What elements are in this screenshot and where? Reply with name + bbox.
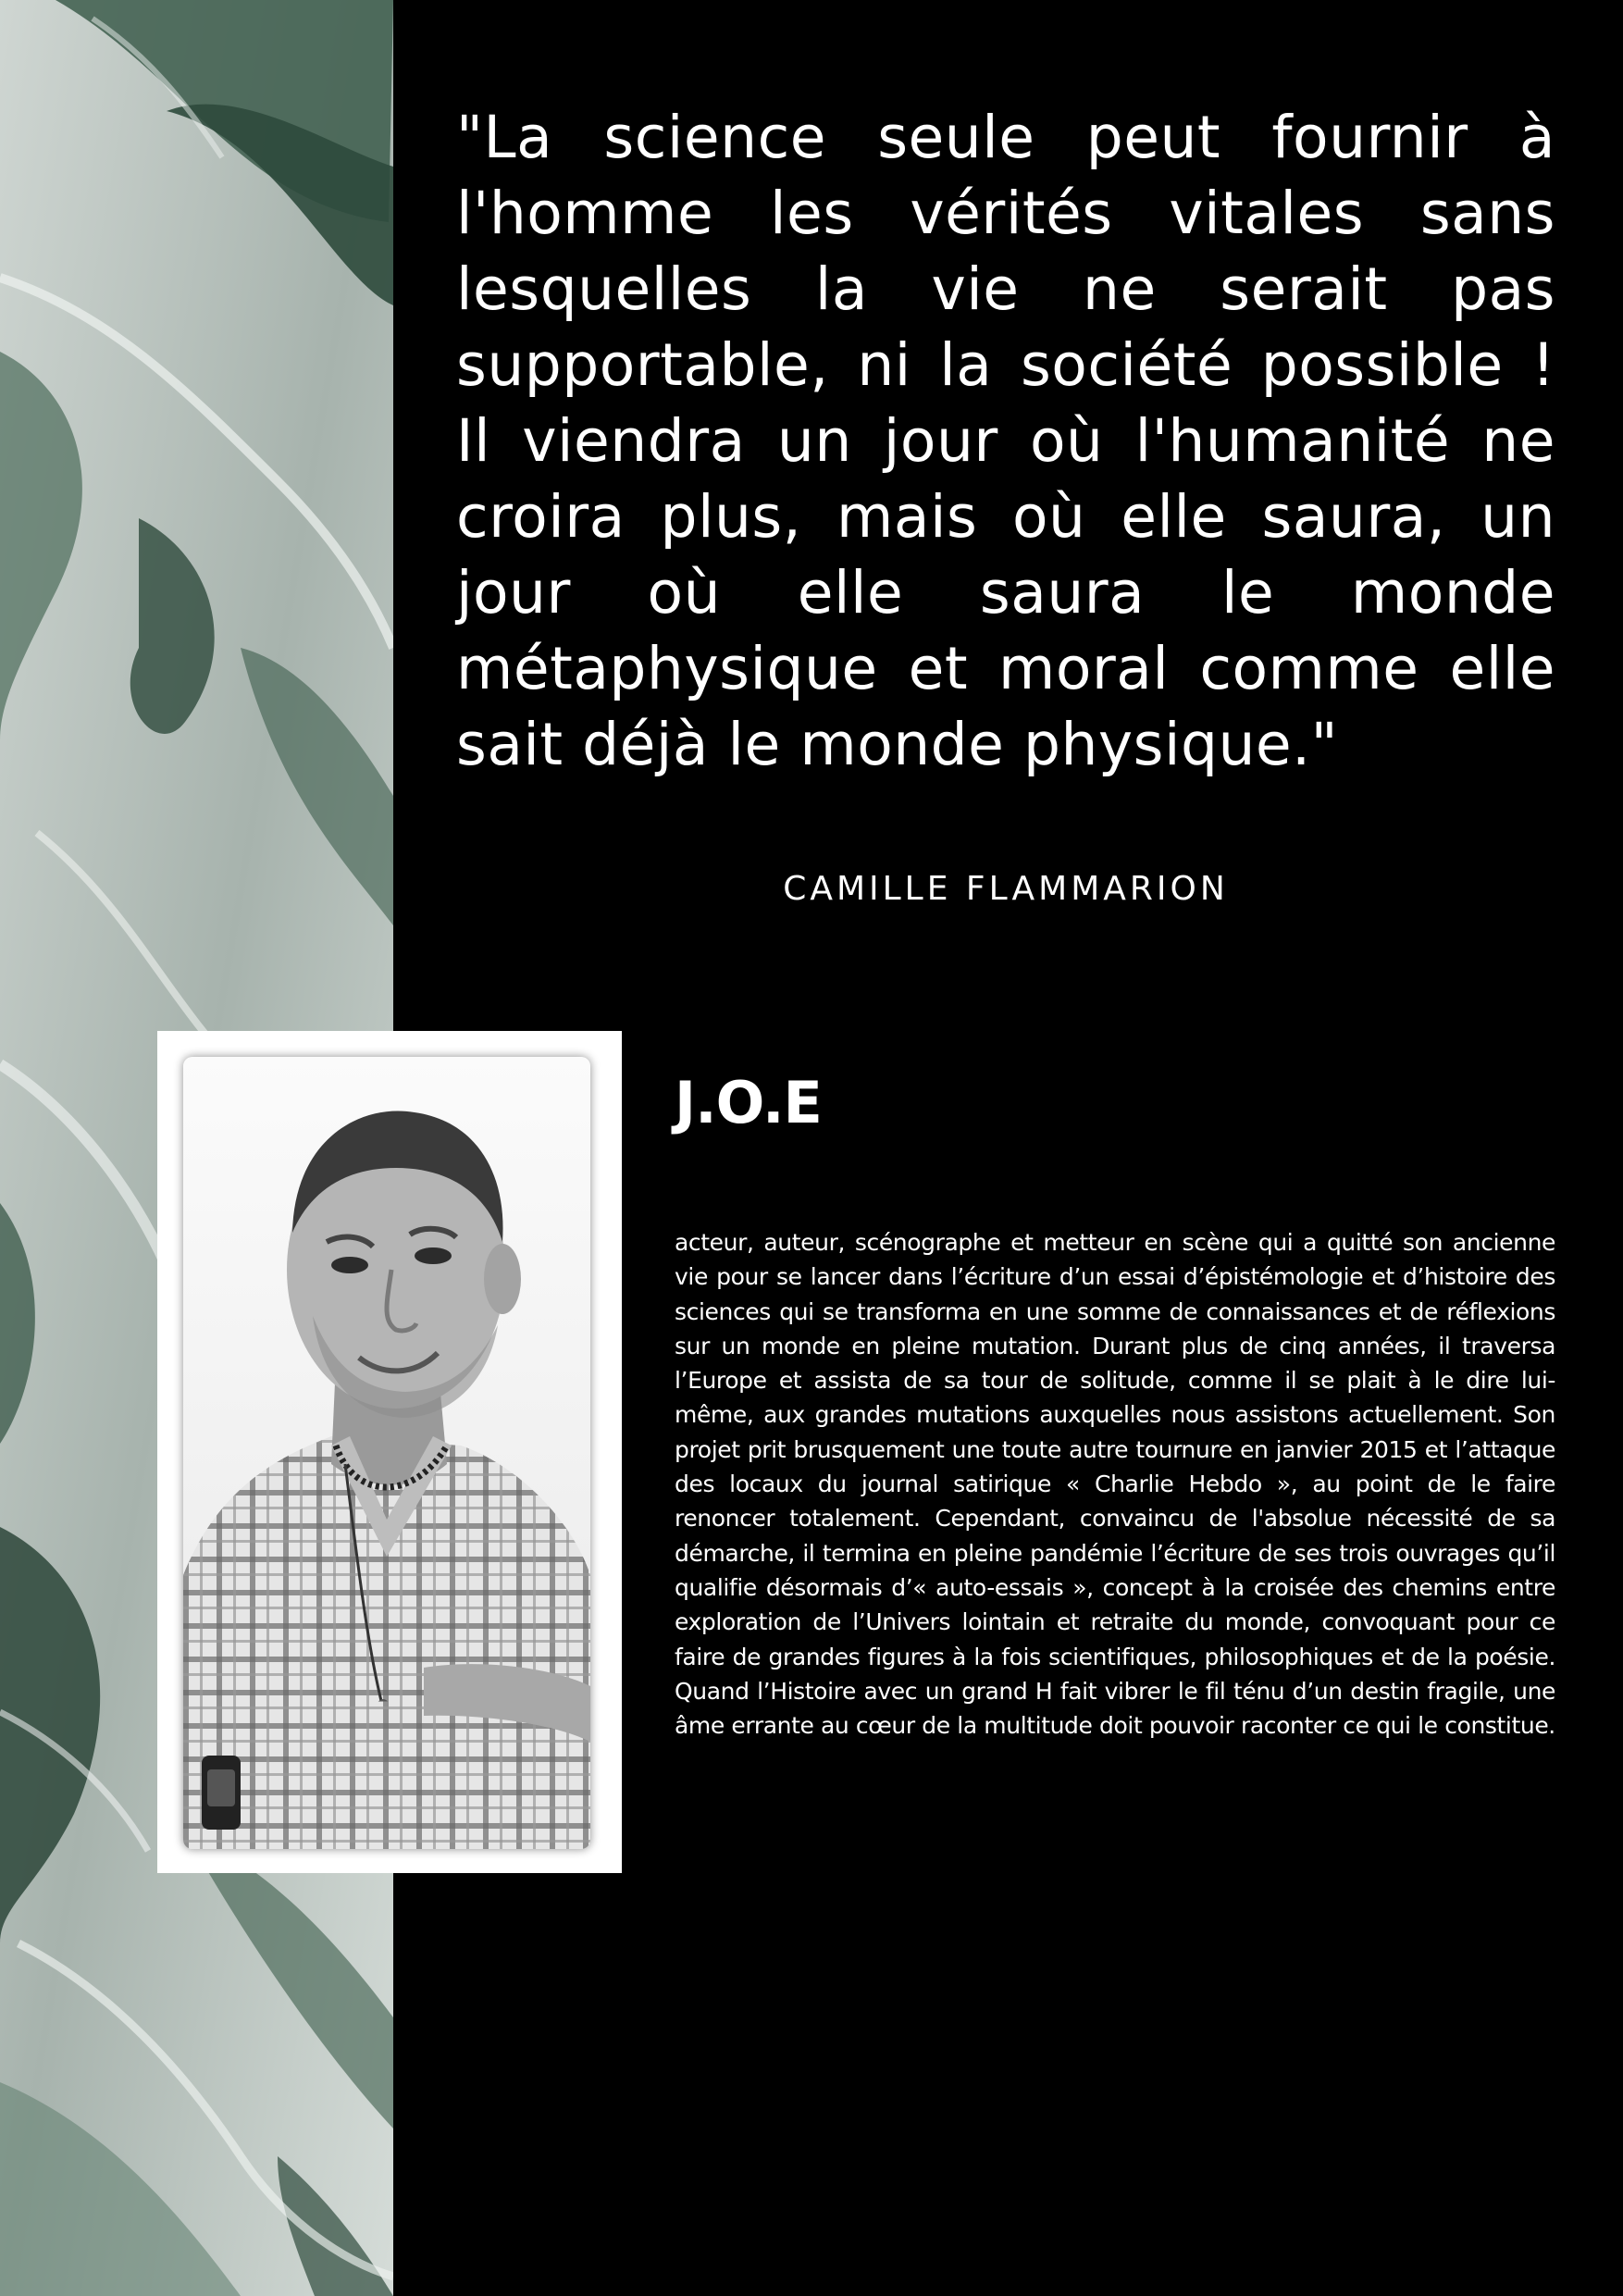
quote-author: CAMILLE FLAMMARION [783,870,1229,908]
author-photo-frame [157,1031,622,1873]
author-photo [183,1057,590,1849]
author-biography: acteur, auteur, scénographe et metteur en scène qui a quitté son ancienne vie pour se lancer dans l’écriture d’un essai d’épistémologie et d’histoire des sciences qui se transforma en une somme de connaissances et de réflexions sur un monde en pleine mutation. Durant plus de cinq années, il traversa l’Europe et assista de sa tour de solitude, comme il se plait à le dire lui-même, aux grandes mutations auxquelles nous assistons actuellement. Son projet prit brusquement une toute autre tournure en janvier 2015 et l’attaque des locaux du journal satirique « Charlie Hebdo », au point de le faire renoncer totalement. Cependant, convaincu de l'absolue nécessité de sa démarche, il termina en pleine pandémie l’écriture de ses trois ouvrages qu’il qualifie désormais d’« auto-essais », concept à la croisée des chemins entre exploration de l’Univers lointain et retraite du monde, convoquant pour ce faire de grandes figures à la fois scientifiques, philosophiques et de la poésie. Quand l’Histoire avec un grand H fait vibrer le fil ténu d’un destin fragile, une âme errante au cœur de la multitude doit pouvoir raconter ce qui le constitue. [675,1229,1555,1740]
quote-text: "La science seule peut fournir à l'homme les vérités vitales sans lesquelles la vie ne serait pas supportable, ni la société possible ! Il viendra un jour où l'humanité ne croira plus, mais où elle saura, un jour où elle saura le monde métaphysique et moral comme elle sait déjà le monde physique." [456,104,1555,778]
portrait-image [183,1057,590,1849]
author-name: J.O.E [675,1069,822,1136]
